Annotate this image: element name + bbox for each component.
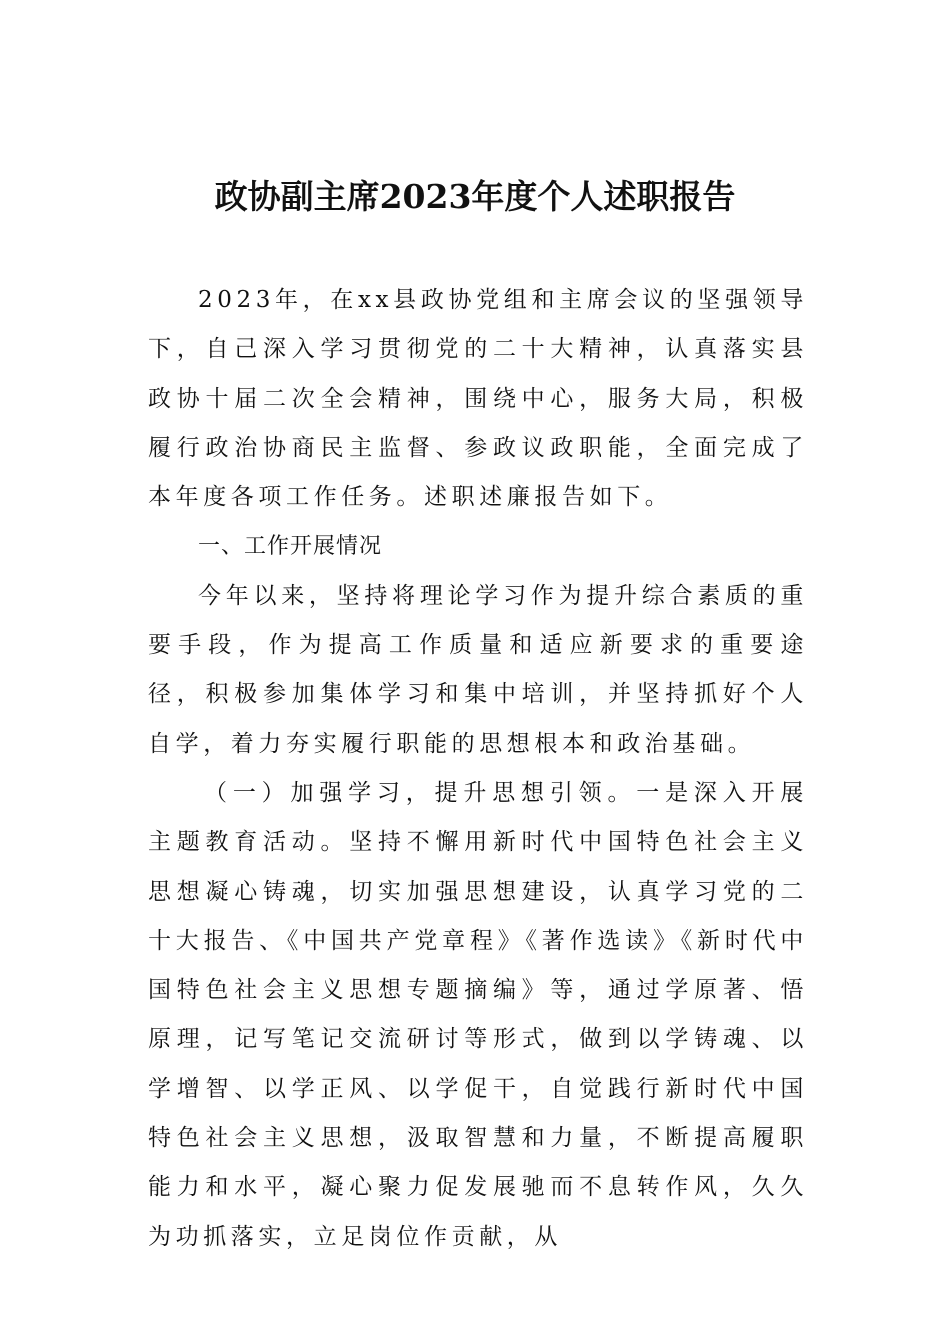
intro-paragraph: 2023年，在xx县政协党组和主席会议的坚强领导下，自己深入学习贯彻党的二十大精神，认真落实县政协十届二次全会精神，围绕中心，服务大局，积极履行政治协商民主监督、参政议政职能，全面完成了本年度各项工作任务。述职述廉报告如下。 — [148, 287, 808, 511]
document-body — [148, 276, 808, 1262]
subsection-paragraph: （一）加强学习，提升思想引领。一是深入开展主题教育活动。坚持不懈用新时代中国特色社会主义思想凝心铸魂，切实加强思想建设，认真学习党的二十大报告、《中国共产党章程》《著作选读》《新时代中国特色社会主义思想专题摘编》等，通过学原著、悟原理，记写笔记交流研讨等形式，做到以学铸魂、以学增智、以学正风、以学促干，自觉践行新时代中国特色社会主义思想，汲取智慧和力量，不断提高履职能力和水平，凝心聚力促发展驰而不息转作风，久久为功抓落实，立足岗位作贡献，从 — [148, 779, 808, 1250]
document-title: 政协副主席2023年度个人述职报告 — [214, 177, 736, 216]
section-paragraph: 今年以来，坚持将理论学习作为提升综合素质的重要手段，作为提高工作质量和适应新要求的重要途径，积极参加集体学习和集中培训，并坚持抓好个人自学，着力夯实履行职能的思想根本和政治基础。 — [148, 582, 808, 757]
section-heading: 一、工作开展情况 — [198, 534, 383, 560]
